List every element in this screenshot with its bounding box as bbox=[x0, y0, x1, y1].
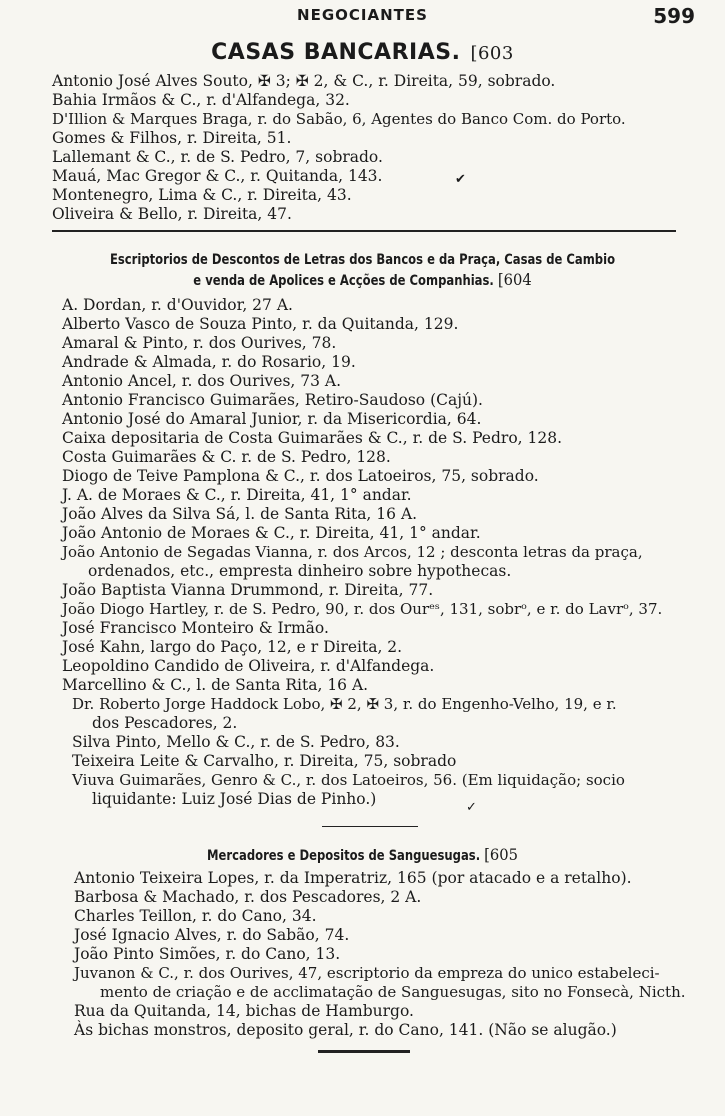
section-title-text: e venda de Apolices e Acções de Companhias. bbox=[193, 273, 494, 289]
end-divider bbox=[318, 1050, 410, 1053]
list-item: Andrade & Almada, r. do Rosario, 19. bbox=[62, 353, 356, 371]
list-item: Antonio Ancel, r. dos Ourives, 73 A. bbox=[62, 372, 342, 390]
list-item: Diogo de Teive Pamplona & C., r. dos Latoeiros, 75, sobrado. bbox=[62, 467, 539, 485]
list-item: João Antonio de Segadas Vianna, r. dos Arcos, 12 ; desconta letras da praça, bbox=[62, 543, 643, 561]
list-item: A. Dordan, r. d'Ouvidor, 27 A. bbox=[62, 296, 293, 314]
list-item: Silva Pinto, Mello & C., r. de S. Pedro, 83. bbox=[72, 733, 400, 751]
list-item: Oliveira & Bello, r. Direita, 47. bbox=[52, 205, 292, 223]
list-item: Costa Guimarães & C. r. de S. Pedro, 128. bbox=[62, 448, 391, 466]
list-item: Gomes & Filhos, r. Direita, 51. bbox=[52, 129, 292, 147]
stray-mark: ✓ bbox=[466, 800, 477, 815]
list-item: D'Illion & Marques Braga, r. do Sabão, 6, Agentes do Banco Com. do Porto. bbox=[52, 110, 626, 128]
section-title-escriptorios-line2 bbox=[29, 270, 696, 291]
list-item: Alberto Vasco de Souza Pinto, r. da Quitanda, 129. bbox=[62, 315, 459, 333]
section-title-text: CASAS BANCARIAS. bbox=[211, 40, 461, 65]
list-item: Antonio José do Amaral Junior, r. da Misericordia, 64. bbox=[62, 410, 482, 428]
list-item: João Alves da Silva Sá, l. de Santa Rita, 16 A. bbox=[62, 505, 418, 523]
running-title: NEGOCIANTES bbox=[297, 6, 428, 24]
list-item: José Ignacio Alves, r. do Sabão, 74. bbox=[74, 926, 350, 944]
list-item: Caixa depositaria de Costa Guimarães & C., r. de S. Pedro, 128. bbox=[62, 429, 563, 447]
section-title-casas-bancarias bbox=[0, 40, 725, 65]
list-item: João Diogo Hartley, r. de S. Pedro, 90, r. dos Ourᵉˢ, 131, sobrᵒ, e r. do Lavrᵒ, 37. bbox=[62, 600, 663, 618]
list-item: Charles Teillon, r. do Cano, 34. bbox=[74, 907, 317, 925]
list-item: Antonio Francisco Guimarães, Retiro-Saudoso (Cajú). bbox=[62, 391, 483, 409]
list-item-continuation: ordenados, etc., empresta dinheiro sobre hypothecas. bbox=[88, 562, 512, 580]
list-item: J. A. de Moraes & C., r. Direita, 41, 1° andar. bbox=[62, 486, 412, 504]
list-item: José Francisco Monteiro & Irmão. bbox=[62, 619, 329, 637]
list-item: Às bichas monstros, deposito geral, r. do Cano, 141. (Não se alugão.) bbox=[74, 1021, 617, 1039]
list-item: Antonio José Alves Souto, ✠ 3; ✠ 2, & C., r. Direita, 59, sobrado. bbox=[52, 72, 556, 90]
list-item: Marcellino & C., l. de Santa Rita, 16 A. bbox=[62, 676, 369, 694]
stray-mark: ✔ bbox=[455, 172, 466, 187]
section-ref: [603 bbox=[470, 43, 514, 64]
list-item: Viuva Guimarães, Genro & C., r. dos Latoeiros, 56. (Em liquidação; socio bbox=[72, 771, 625, 789]
short-divider bbox=[322, 826, 418, 827]
list-item: Amaral & Pinto, r. dos Ourives, 78. bbox=[62, 334, 337, 352]
list-item: Bahia Irmãos & C., r. d'Alfandega, 32. bbox=[52, 91, 350, 109]
section-title-escriptorios-line1: Escriptorios de Descontos de Letras dos Bancos e da Praça, Casas de Cambio bbox=[109, 252, 616, 268]
list-item: Barbosa & Machado, r. dos Pescadores, 2 A. bbox=[74, 888, 422, 906]
list-item: João Pinto Simões, r. do Cano, 13. bbox=[74, 945, 341, 963]
section-title-text: Mercadores e Depositos de Sanguesugas. bbox=[207, 848, 481, 864]
list-item: João Baptista Vianna Drummond, r. Direita, 77. bbox=[62, 581, 434, 599]
list-item-continuation: dos Pescadores, 2. bbox=[92, 714, 238, 732]
list-item: Juvanon & C., r. dos Ourives, 47, escriptorio da empreza do unico estabeleci- bbox=[74, 964, 660, 982]
section-title-sanguesugas bbox=[29, 845, 696, 866]
section-ref: [605 bbox=[484, 845, 518, 864]
list-item: João Antonio de Moraes & C., r. Direita, 41, 1° andar. bbox=[62, 524, 481, 542]
list-item: Montenegro, Lima & C., r. Direita, 43. bbox=[52, 186, 352, 204]
section-ref: [604 bbox=[497, 270, 532, 289]
list-item: Lallemant & C., r. de S. Pedro, 7, sobrado. bbox=[52, 148, 383, 166]
list-item-continuation: liquidante: Luiz José Dias de Pinho.) bbox=[92, 790, 377, 808]
list-item: Rua da Quitanda, 14, bichas de Hamburgo. bbox=[74, 1002, 414, 1020]
running-head bbox=[0, 4, 725, 34]
list-item: Leopoldino Candido de Oliveira, r. d'Alfandega. bbox=[62, 657, 435, 675]
page-number: 599 bbox=[653, 4, 695, 28]
section-divider bbox=[52, 230, 676, 232]
list-item: Antonio Teixeira Lopes, r. da Imperatriz, 165 (por atacado e a retalho). bbox=[74, 869, 632, 887]
list-item: Dr. Roberto Jorge Haddock Lobo, ✠ 2, ✠ 3, r. do Engenho-Velho, 19, e r. bbox=[72, 695, 617, 713]
list-item: José Kahn, largo do Paço, 12, e r Direita, 2. bbox=[62, 638, 403, 656]
list-item: Teixeira Leite & Carvalho, r. Direita, 75, sobrado bbox=[72, 752, 457, 770]
list-item: Mauá, Mac Gregor & C., r. Quitanda, 143. bbox=[52, 167, 383, 185]
list-item-continuation: mento de criação e de acclimatação de Sanguesugas, sito no Fonsecà, Nicth. bbox=[100, 983, 686, 1001]
